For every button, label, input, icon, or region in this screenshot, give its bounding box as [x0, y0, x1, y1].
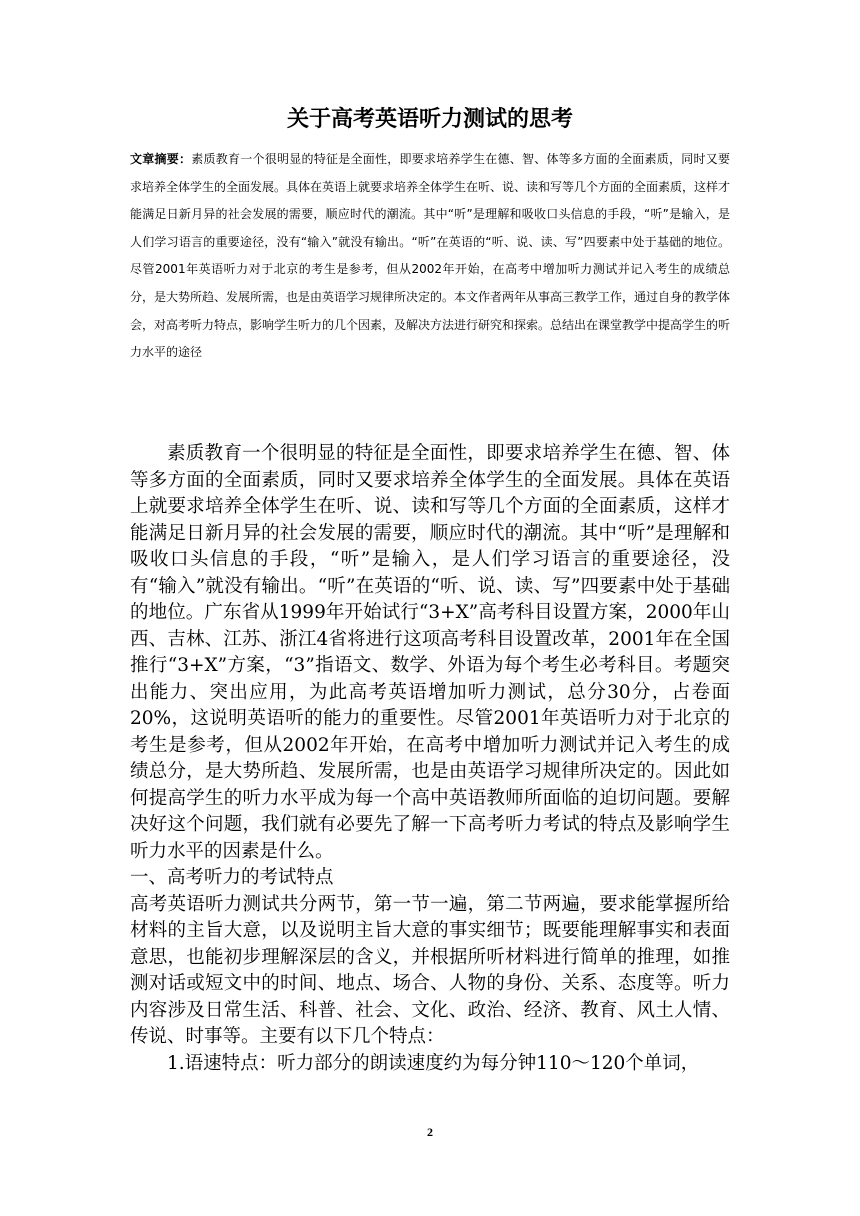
abstract-text: 素质教育一个很明显的特征是全面性，即要求培养学生在德、智、体等多方面的全面素质，同时又要求培养全体学生的全面发展。具体在英语上就要求培养全体学生在听、说、读和写等几个方面的全面素质，这样才能满足日新月异的社会发展的需要，顺应时代的潮流。其中“听”是理解和吸收口头信息的手段，“听”是输入，是人们学习语言的重要途径，没有“输入”就没有输出。“听”在英语的“听、说、读、写”四要素中处于基础的地位。尽管2001年英语听力对于北京的考生是参考，但从2002年开始，在高考中增加听力测试并记入考生的成绩总分，是大势所趋、发展所需，也是由英语学习规律所决定的。本文作者两年从事高三教学工作，通过自身的教学体会，对高考听力特点，影响学生听力的几个因素，及解决方法进行研究和探索。总结出在课堂教学中提高学生的听力水平的途径 — [130, 152, 731, 360]
section-heading: 一、高考听力的考试特点 — [130, 867, 334, 888]
body-text — [130, 441, 730, 1077]
abstract-label: 文章摘要： — [130, 152, 192, 166]
body-paragraph-speed: 1.语速特点：听力部分的朗读速度约为每分钟110～120个单词， — [167, 1052, 700, 1074]
page-number: 2 — [427, 1125, 433, 1139]
document-title: 关于高考英语听力测试的思考 — [286, 107, 573, 132]
abstract — [130, 146, 730, 367]
body-paragraph-intro: 素质教育一个很明显的特征是全面性，即要求培养学生在德、智、体等多方面的全面素质，同时又要求培养全体学生的全面发展。具体在英语上就要求培养全体学生在听、说、读和写等几个方面的全面素质，这样才能满足日新月异的社会发展的需要，顺应时代的潮流。其中“听”是理解和吸收口头信息的手段，“听”是输入，是人们学习语言的重要途径，没有“输入”就没有输出。“听”在英语的“听、说、读、写”四要素中处于基础的地位。广东省从1999年开始试行“3+X”高考科目设置方案，2000年山西、吉林、江苏、浙江4省将进行这项高考科目设置改革，2001年在全国推行“3+X”方案，“3”指语文、数学、外语为每个考生必考科目。考题突出能力、突出应用，为此高考英语增加听力测试，总分30分，占卷面20%，这说明英语听的能力的重要性。尽管2001年英语听力对于北京的考生是参考，但从2002年开始，在高考中增加听力测试并记入考生的成绩总分，是大势所趋、发展所需，也是由英语学习规律所决定的。因此如何提高学生的听力水平成为每一个高中英语教师所面临的迫切问题。要解决好这个问题，我们就有必要先了解一下高考听力考试的特点及影响学生听力水平的因素是什么。 — [130, 443, 730, 862]
body-paragraph-features: 高考英语听力测试共分两节，第一节一遍，第二节两遍，要求能掌握所给材料的主旨大意，以及说明主旨大意的事实细节；既要能理解事实和表面意思，也能初步理解深层的含义，并根据所听材料进行简单的推理，如推测对话或短文中的时间、地点、场合、人物的身份、关系、态度等。听力内容涉及日常生活、科普、社会、文化、政治、经济、教育、风土人情、传说、时事等。主要有以下几个特点： — [130, 893, 730, 1047]
